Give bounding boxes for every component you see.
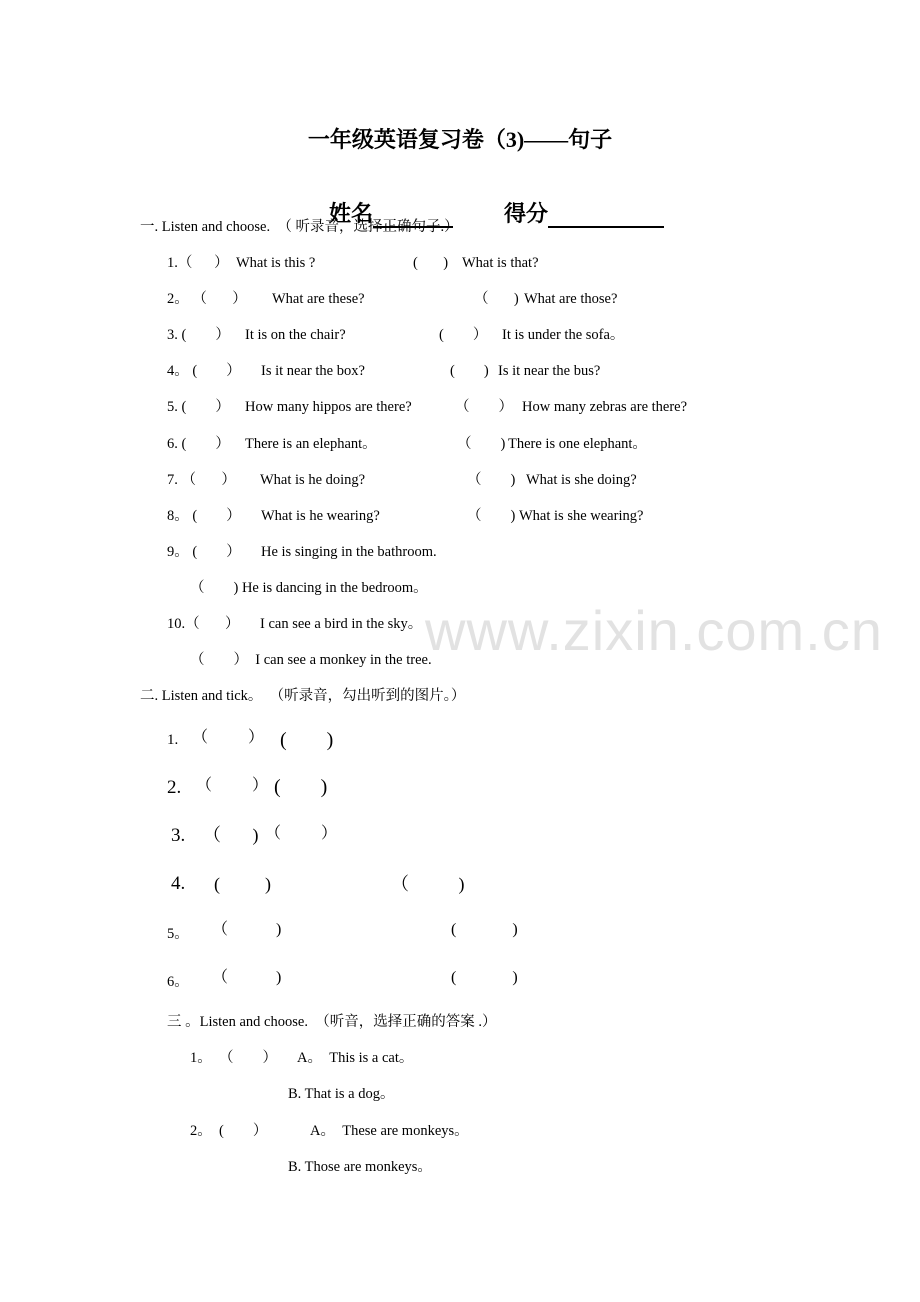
option-b: Is it near the bus? [498, 363, 601, 379]
option-a: How many hippos are there? [245, 399, 412, 415]
score-label: 得分 [504, 201, 549, 226]
option-b: （ ) He is dancing in the bedroom。 [190, 580, 428, 596]
answer-paren: （ ) [212, 969, 282, 986]
option-b: What is she wearing? [519, 508, 644, 524]
item-number: 3. ( ） [167, 327, 230, 343]
option-a: What is this ? [236, 255, 316, 271]
option-a: He is singing in the bathroom. [261, 544, 437, 560]
answer-paren: （ ) [212, 921, 282, 938]
answer-paren: ( ) [214, 874, 271, 894]
option-b: It is under the sofa。 [502, 327, 625, 343]
option-b: B. Those are monkeys。 [288, 1159, 432, 1175]
option-b: How many zebras are there? [522, 399, 688, 415]
item-number: 4. [171, 873, 186, 894]
answer-paren: （ ) [457, 436, 506, 452]
answer-paren: （ ） [455, 399, 513, 415]
answer-paren: （ ) [467, 508, 516, 524]
option-a: A。 These are monkeys。 [310, 1123, 469, 1139]
item-number: 1. [167, 732, 179, 748]
answer-paren: ( ) [451, 969, 518, 986]
answer-paren: （ ) [391, 874, 465, 894]
answer-paren: ( ) [274, 776, 328, 798]
watermark: www.zixin.com.cn [425, 599, 883, 662]
option-b: What are those? [524, 291, 618, 307]
item-number: 6. ( ） [167, 436, 230, 452]
option-b: What is that? [462, 255, 539, 271]
item-number: 7. （ ） [167, 472, 236, 488]
option-a: What are these? [272, 291, 365, 307]
item-number: 2。 （ ） [167, 291, 247, 307]
option-a: It is on the chair? [245, 327, 346, 343]
option-a: What is he wearing? [261, 508, 380, 524]
answer-paren: （ ) [203, 825, 259, 845]
answer-paren: （ ） [265, 825, 338, 842]
answer-paren: （ ) [467, 472, 516, 488]
section1-heading: 一. Listen and choose. （ 听录音，选择正确句子.） [140, 219, 459, 235]
item-number: 5。 [167, 926, 189, 942]
section3-heading: 三 。Listen and choose. （听音，选择正确的答案 .） [167, 1014, 497, 1030]
item-number: 5. ( ） [167, 399, 230, 415]
option-b: （ ） I can see a monkey in the tree. [190, 652, 432, 668]
answer-paren: （ ) [474, 291, 519, 307]
option-a: What is he doing? [260, 472, 366, 488]
score-blank [548, 204, 664, 228]
option-a: I can see a bird in the sky。 [260, 616, 423, 632]
option-b: B. That is a dog。 [288, 1086, 395, 1102]
option-a: There is an elephant。 [245, 436, 377, 452]
answer-paren: ( ) [413, 255, 449, 271]
item-number: 9。 ( ） [167, 544, 241, 560]
item-number: 3. [171, 825, 186, 846]
option-b: What is she doing? [526, 472, 637, 488]
item-number: 6。 [167, 974, 189, 990]
item-number: 8。 ( ） [167, 508, 241, 524]
score-field [493, 171, 664, 228]
answer-paren: （ ） [196, 777, 269, 794]
item-number: 1。 （ ） [190, 1050, 277, 1066]
option-a: A。 This is a cat。 [297, 1050, 414, 1066]
item-number: 1.（ ） [167, 255, 229, 271]
option-b: There is one elephant。 [508, 436, 647, 452]
page-title: 一年级英语复习卷（3)——句子 [307, 127, 613, 152]
section2-heading: 二. Listen and tick。 （听录音，勾出听到的图片。） [140, 688, 466, 704]
item-number: 4。 ( ） [167, 363, 241, 379]
item-number: 10.（ ） [167, 616, 240, 632]
answer-paren: ( ） [439, 327, 488, 343]
item-number: 2。 ( ） [190, 1123, 268, 1139]
option-a: Is it near the box? [261, 363, 365, 379]
name-label: 姓名 [329, 201, 374, 226]
item-number: 2. [167, 777, 182, 798]
answer-paren: ( ) [451, 921, 518, 938]
answer-paren: ( ) [450, 363, 489, 379]
answer-paren: （ ） [192, 729, 265, 746]
answer-paren: ( ) [280, 729, 334, 751]
